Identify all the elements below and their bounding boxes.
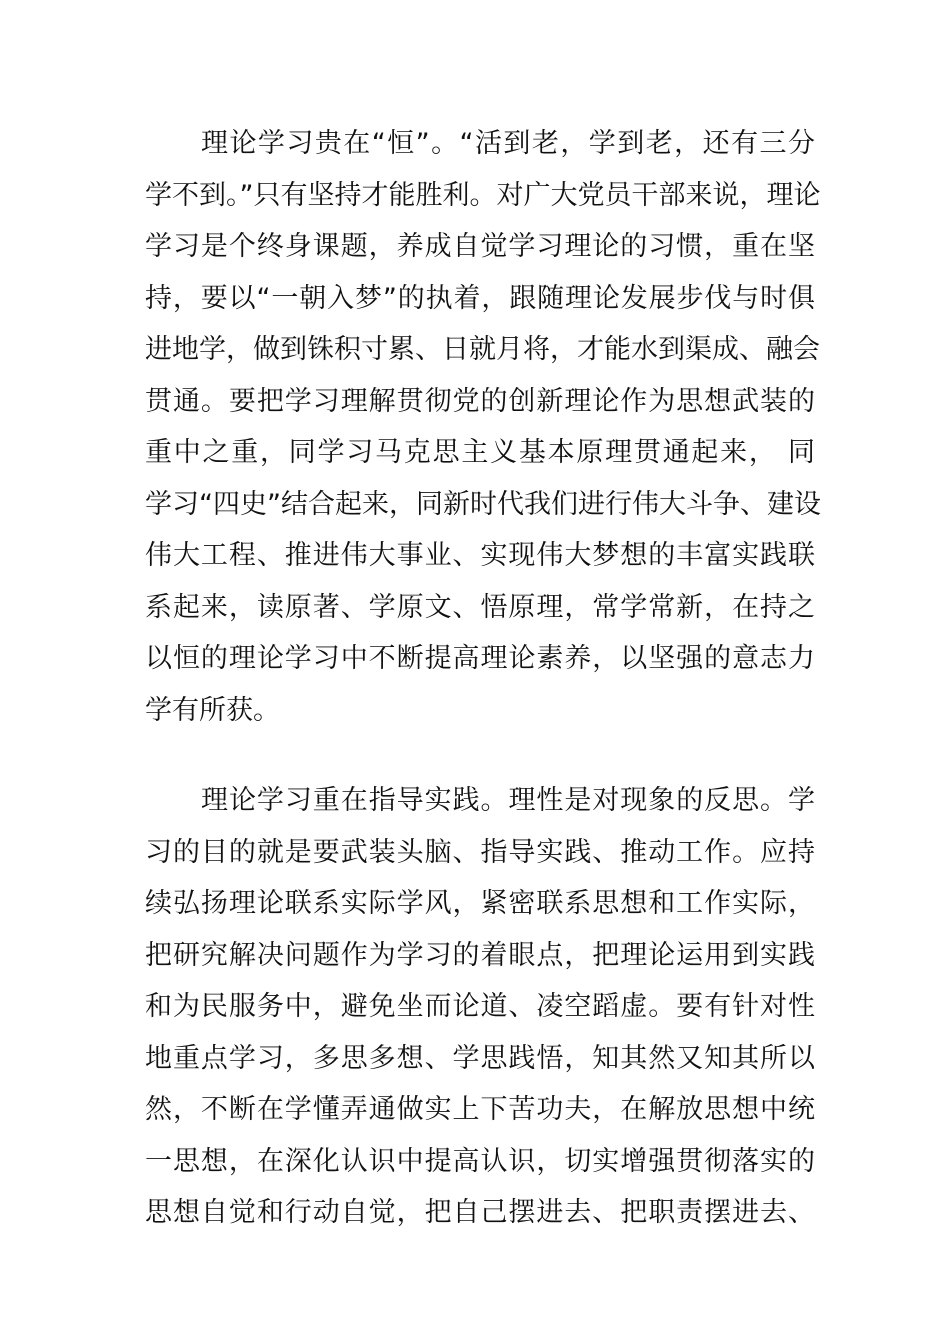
text-line: 贯通。要把学习理解贯彻党的创新理论作为思想武装的 xyxy=(145,385,815,417)
paragraph-theory-persistence xyxy=(145,118,821,736)
text-line: 以恒的理论学习中不断提高理论素养，以坚强的意志力 xyxy=(145,643,815,674)
text-line: 习的目的就是要武装头脑、指导实践、推动工作。应持 xyxy=(145,836,815,868)
text-line: 理论学习贵在“恒”。“活到老，学到老，还有三分 xyxy=(201,128,815,159)
text-line: 伟大工程、推进伟大事业、实现伟大梦想的丰富实践联 xyxy=(145,540,815,571)
text-line: 系起来，读原著、学原文、悟原理，常学常新，在持之 xyxy=(145,591,815,623)
text-line: 一思想，在深化认识中提高认识，切实增强贯彻落实的 xyxy=(145,1145,815,1177)
text-line: 持，要以“一朝入梦”的执着，跟随理论发展步伐与时俱 xyxy=(145,282,815,314)
text-line: 续弘扬理论联系实际学风，紧密联系思想和工作实际， xyxy=(145,888,815,919)
text-line: 学习是个终身课题，养成自觉学习理论的习惯，重在坚 xyxy=(145,231,815,262)
paragraph-theory-practice xyxy=(145,775,815,1239)
text-line: 学习“四史”结合起来，同新时代我们进行伟大斗争、建设 xyxy=(145,488,821,520)
text-line: 思想自觉和行动自觉，把自己摆进去、把职责摆进去、 xyxy=(145,1197,815,1228)
text-line: 学不到。”只有坚持才能胜利。对广大党员干部来说，理论 xyxy=(145,179,821,211)
text-line: 地重点学习，多思多想、学思践悟，知其然又知其所以 xyxy=(145,1042,815,1074)
text-line: 学有所获。 xyxy=(145,694,280,726)
text-line: 重中之重，同学习马克思主义基本原理贯通起来， 同 xyxy=(145,437,815,468)
text-line: 理论学习重在指导实践。理性是对现象的反思。学 xyxy=(201,785,815,816)
text-line: 进地学，做到铢积寸累、日就月将，才能水到渠成、融会 xyxy=(145,334,820,365)
text-line: 把研究解决问题作为学习的着眼点，把理论运用到实践 xyxy=(145,939,815,971)
text-line: 和为民服务中，避免坐而论道、凌空蹈虚。要有针对性 xyxy=(145,991,815,1022)
text-line: 然，不断在学懂弄通做实上下苦功夫，在解放思想中统 xyxy=(145,1094,815,1125)
